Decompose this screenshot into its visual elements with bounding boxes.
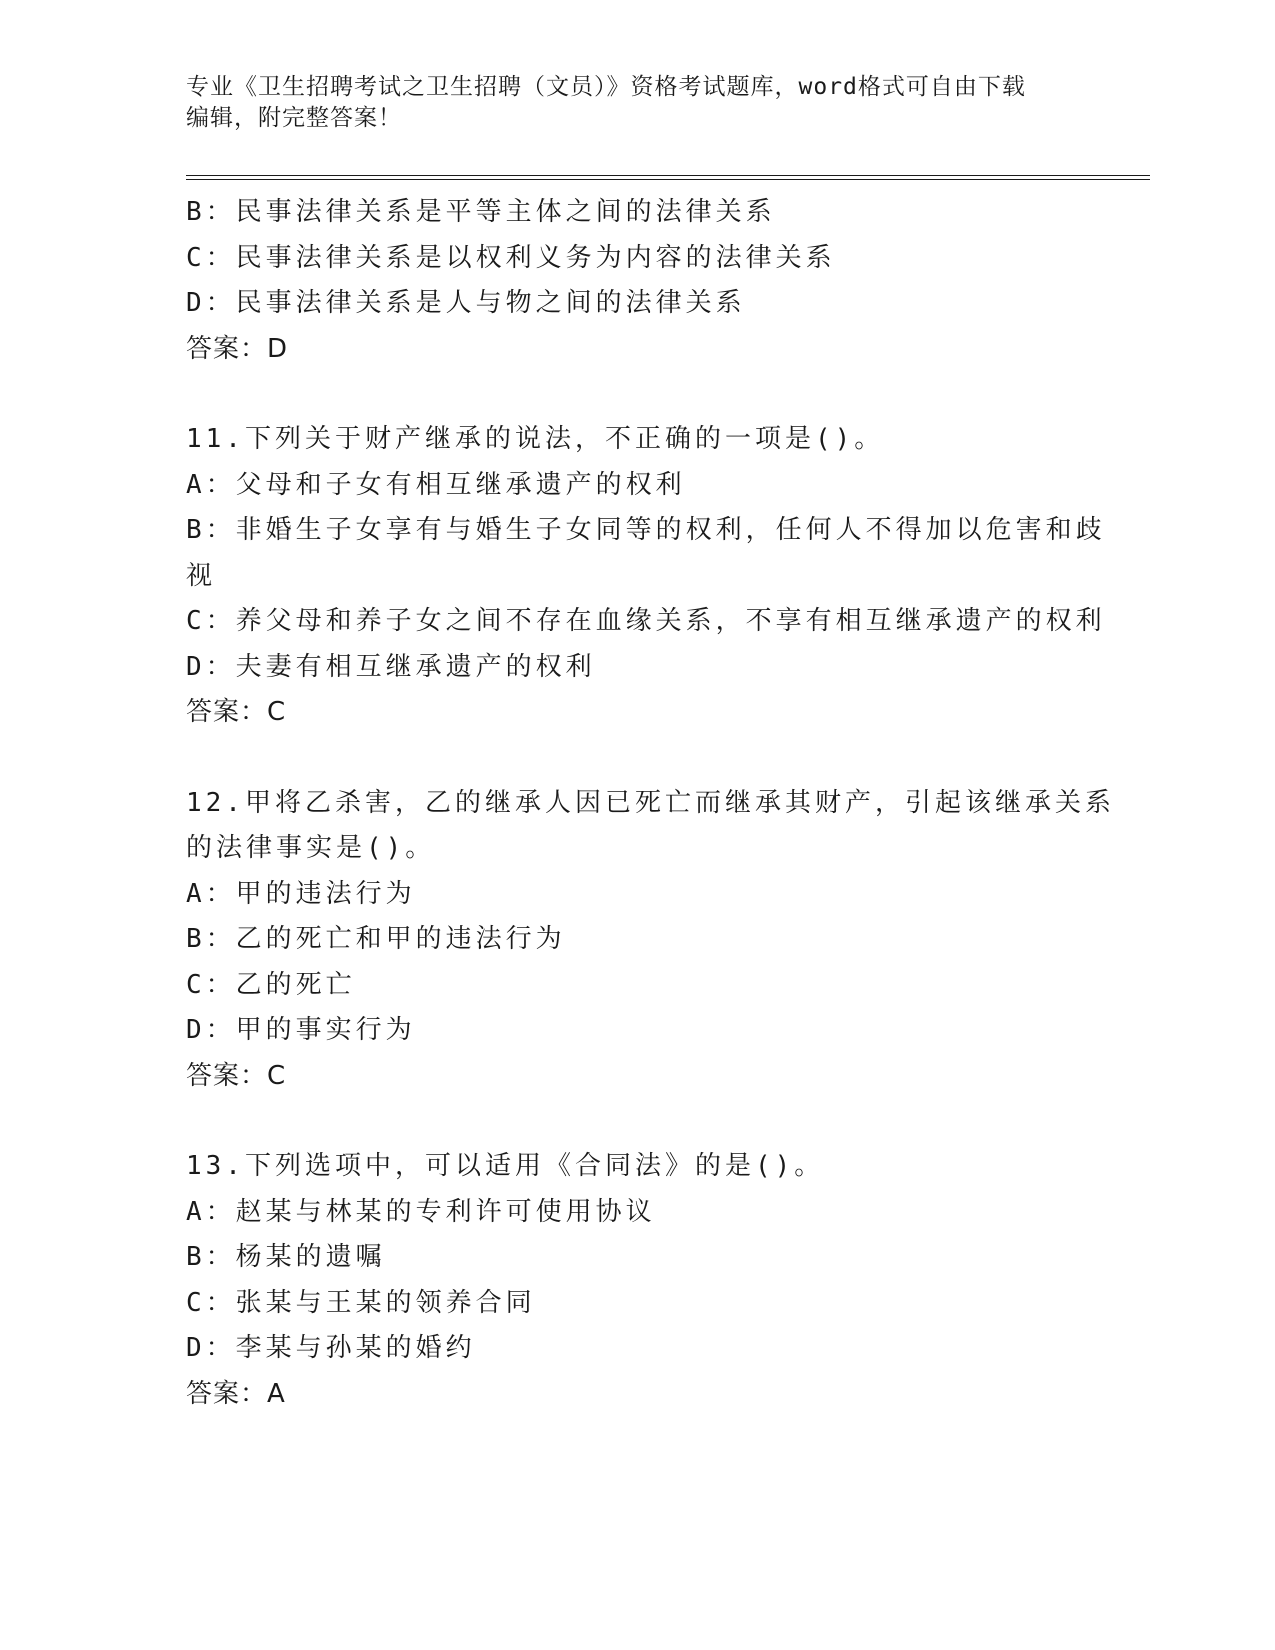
question-stem: 11.下列关于财产继承的说法，不正确的一项是()。 — [186, 424, 885, 454]
header-line-1: 专业《卫生招聘考试之卫生招聘（文员）》资格考试题库，word格式可自由下载 — [186, 74, 1026, 100]
spacer — [186, 736, 1086, 781]
question-block-11 — [186, 417, 1106, 736]
option-a: A：父母和子女有相互继承遗产的权利 — [186, 469, 686, 500]
document-header — [186, 72, 1066, 134]
answer-line: 答案：D — [186, 333, 289, 364]
answer-line: 答案：C — [186, 697, 287, 727]
option-d: D：李某与孙某的婚约 — [186, 1333, 476, 1363]
option-d: D：夫妻有相互继承遗产的权利 — [186, 651, 596, 682]
option-b-line-1: B：非婚生子女享有与婚生子女同等的权利，任何人不得加以危害和歧 — [186, 515, 1106, 545]
question-block-12 — [186, 781, 1115, 1100]
option-a: A：赵某与林某的专利许可使用协议 — [186, 1196, 656, 1227]
question-stem-line-1: 12.甲将乙杀害，乙的继承人因已死亡而继承其财产，引起该继承关系 — [186, 787, 1115, 818]
answer-line: 答案：A — [186, 1378, 286, 1409]
option-d: D：甲的事实行为 — [186, 1015, 416, 1045]
option-c: C：民事法律关系是以权利义务为内容的法律关系 — [186, 242, 836, 273]
option-b: B：乙的死亡和甲的违法行为 — [186, 924, 566, 954]
answer-line: 答案：C — [186, 1060, 287, 1091]
question-stem: 13.下列选项中，可以适用《合同法》的是()。 — [186, 1151, 825, 1181]
question-block-13 — [186, 1144, 1086, 1417]
question-stem-line-2: 的法律事实是()。 — [186, 833, 436, 863]
header-divider-top — [186, 175, 1150, 176]
option-d: D：民事法律关系是人与物之间的法律关系 — [186, 288, 746, 318]
question-block-prev — [186, 190, 1086, 372]
header-divider-bottom — [186, 179, 1150, 180]
option-c: C：养父母和养子女之间不存在血缘关系，不享有相互继承遗产的权利 — [186, 606, 1106, 636]
option-b: B：民事法律关系是平等主体之间的法律关系 — [186, 197, 776, 227]
option-b: B：杨某的遗嘱 — [186, 1242, 386, 1272]
spacer — [186, 1099, 1086, 1144]
question-list — [186, 190, 1115, 1417]
option-c: C：张某与王某的领养合同 — [186, 1287, 536, 1318]
option-c: C：乙的死亡 — [186, 969, 356, 1000]
option-b-line-2: 视 — [186, 560, 217, 591]
header-line-2: 编辑，附完整答案！ — [186, 105, 402, 131]
option-a: A：甲的违法行为 — [186, 878, 416, 909]
spacer — [186, 372, 1086, 417]
